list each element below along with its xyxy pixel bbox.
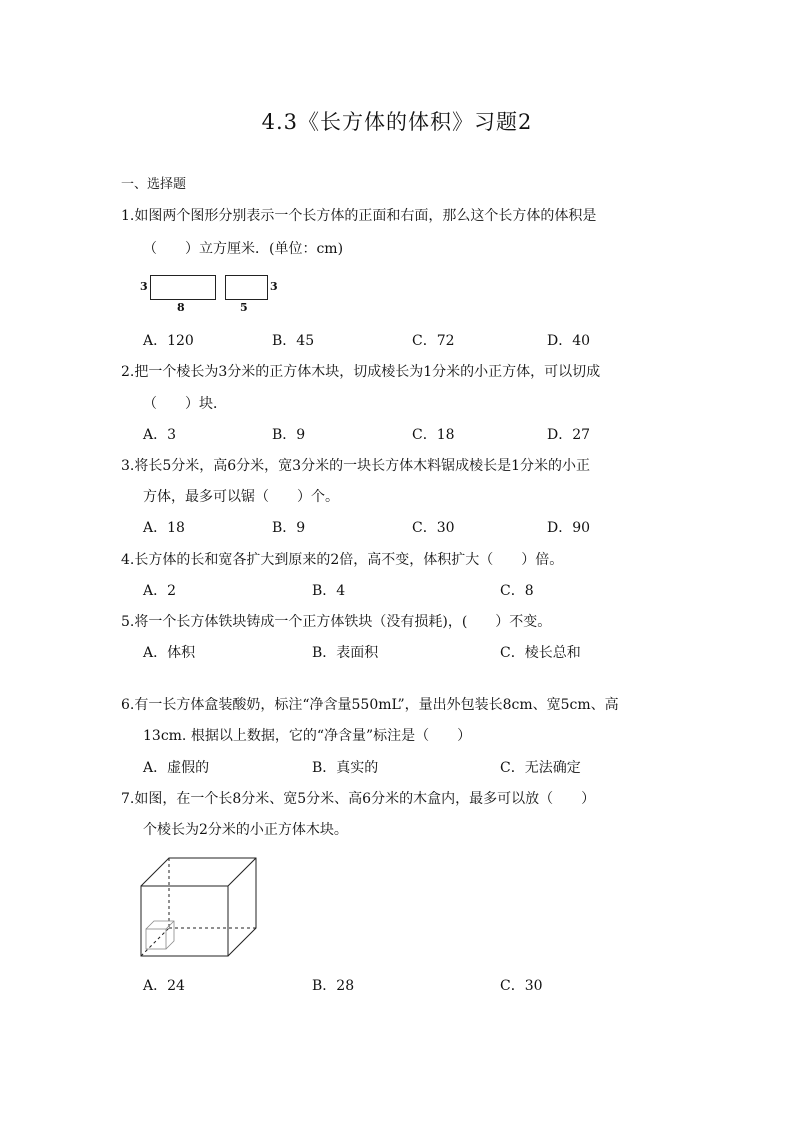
q1-option-b: B．45 bbox=[272, 333, 315, 349]
q1-option-d: D．40 bbox=[547, 333, 591, 349]
question-3-line-2: 方体，最多可以锯（ ）个。 bbox=[143, 489, 339, 505]
front-face-length-label: 8 bbox=[177, 301, 185, 314]
q6-option-c: C．无法确定 bbox=[500, 760, 581, 776]
q3-option-c: C．30 bbox=[412, 520, 455, 536]
small-cube-front bbox=[146, 929, 166, 949]
right-face-width-label: 5 bbox=[240, 301, 248, 314]
question-2-line-2: （ ）块． bbox=[143, 396, 227, 412]
box-top-front-right-edge bbox=[228, 858, 256, 886]
question-1-figure bbox=[138, 268, 288, 318]
question-3-line-1: 3.将长5分米，高6分米，宽3分米的一块长方体木料锯成棱长是1分米的小正 bbox=[121, 458, 590, 474]
q3-option-b: B．9 bbox=[272, 520, 306, 536]
q7-option-a: A．24 bbox=[143, 978, 185, 994]
q3-option-d: D．90 bbox=[547, 520, 591, 536]
right-face-height-label: 3 bbox=[270, 280, 278, 293]
q4-option-a: A．2 bbox=[143, 583, 177, 599]
question-6-line-2: 13cm. 根据以上数据，它的“净含量”标注是（ ） bbox=[143, 728, 472, 744]
q1-option-c: C．72 bbox=[412, 333, 455, 349]
question-7-box-figure bbox=[138, 855, 268, 960]
front-face-height-label: 3 bbox=[140, 280, 148, 293]
q5-option-a: A．体积 bbox=[143, 645, 196, 661]
q6-option-b: B．真实的 bbox=[312, 760, 379, 776]
front-face-rect bbox=[150, 275, 216, 300]
q2-option-c: C．18 bbox=[412, 427, 455, 443]
right-face-rect bbox=[225, 275, 268, 300]
question-4-line-1: 4.长方体的长和宽各扩大到原来的2倍，高不变，体积扩大（ ）倍。 bbox=[121, 552, 564, 568]
question-1-line-1: 1.如图两个图形分别表示一个长方体的正面和右面，那么这个长方体的体积是 bbox=[121, 208, 597, 224]
question-7-line-2: 个棱长为2分米的小正方体木块。 bbox=[143, 822, 348, 838]
page-title: 4.3《长方体的体积》习题2 bbox=[261, 110, 533, 134]
question-1-line-2: （ ）立方厘米．(单位：cm) bbox=[143, 241, 344, 257]
q2-option-b: B．9 bbox=[272, 427, 306, 443]
q4-option-c: C．8 bbox=[500, 583, 534, 599]
question-7-line-1: 7.如图，在一个长8分米、宽5分米、高6分米的木盒内，最多可以放（ ） bbox=[121, 791, 596, 807]
question-5-line-1: 5.将一个长方体铁块铸成一个正方体铁块（没有损耗)，( ）不变。 bbox=[121, 614, 552, 630]
q5-option-b: B．表面积 bbox=[312, 645, 379, 661]
q6-option-a: A．虚假的 bbox=[143, 760, 210, 776]
q7-option-b: B．28 bbox=[312, 978, 355, 994]
q3-option-a: A．18 bbox=[143, 520, 185, 536]
q2-option-d: D．27 bbox=[547, 427, 591, 443]
q1-option-a: A．120 bbox=[143, 333, 194, 349]
section-heading: 一、选择题 bbox=[121, 177, 187, 192]
question-2-line-1: 2.把一个棱长为3分米的正方体木块，切成棱长为1分米的小正方体，可以切成 bbox=[121, 364, 601, 380]
box-hidden-diagonal-edge bbox=[141, 928, 169, 956]
box-top-right-edges bbox=[141, 858, 256, 956]
question-6-line-1: 6.有一长方体盒装酸奶，标注“净含量550mL”，量出外包装长8cm、宽5cm、高 bbox=[121, 697, 619, 713]
q5-option-c: C．棱长总和 bbox=[500, 645, 581, 661]
q7-option-c: C．30 bbox=[500, 978, 543, 994]
q4-option-b: B．4 bbox=[312, 583, 346, 599]
q2-option-a: A．3 bbox=[143, 427, 177, 443]
